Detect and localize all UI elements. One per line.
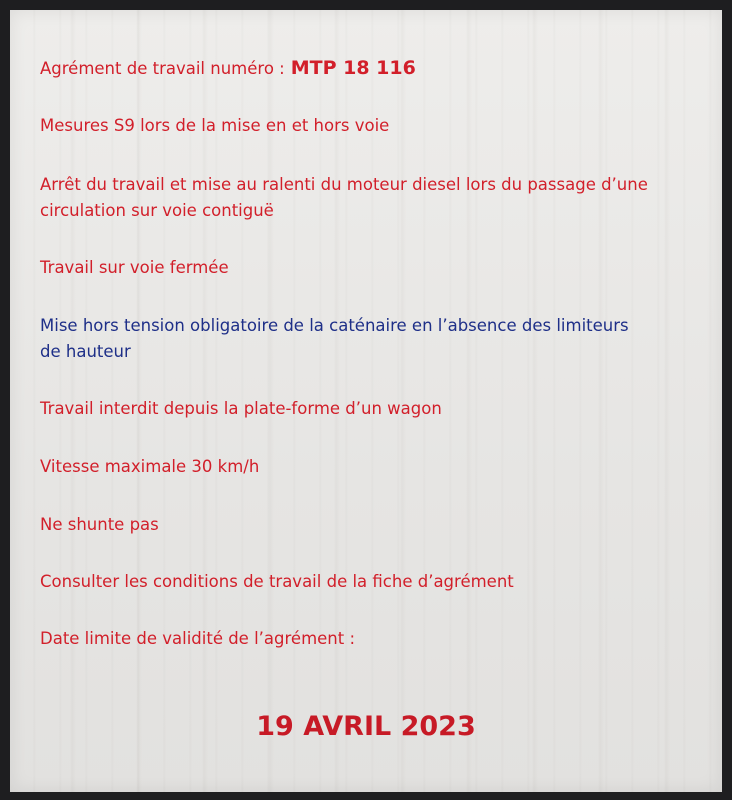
consult-conditions-line: Consulter les conditions de travail de la fiche d’agrément	[40, 572, 514, 591]
approval-plate	[10, 10, 722, 792]
approval-number-label: Agrément de travail numéro :	[40, 59, 285, 78]
validity-deadline-label: Date limite de validité de l’agrément :	[40, 629, 356, 648]
catenary-line-1: Mise hors tension obligatoire de la caténaire en l’absence des limiteurs	[40, 316, 629, 335]
approval-number-line	[40, 56, 416, 81]
wagon-platform-line: Travail interdit depuis la plate-forme d’un wagon	[40, 399, 442, 418]
max-speed-line: Vitesse maximale 30 km/h	[40, 457, 260, 476]
measure-s9-line: Mesures S9 lors de la mise en et hors voie	[40, 116, 390, 135]
approval-number-value: MTP 18 116	[290, 57, 416, 79]
catenary-line-2: de hauteur	[40, 342, 131, 361]
diesel-idle-line-2: circulation sur voie contiguë	[40, 201, 274, 220]
closed-track-line: Travail sur voie fermée	[40, 258, 229, 277]
no-shunt-line: Ne shunte pas	[40, 515, 159, 534]
expiry-date: 19 AVRIL 2023	[256, 711, 476, 742]
diesel-idle-line-1: Arrêt du travail et mise au ralenti du moteur diesel lors du passage d’une	[40, 175, 648, 194]
